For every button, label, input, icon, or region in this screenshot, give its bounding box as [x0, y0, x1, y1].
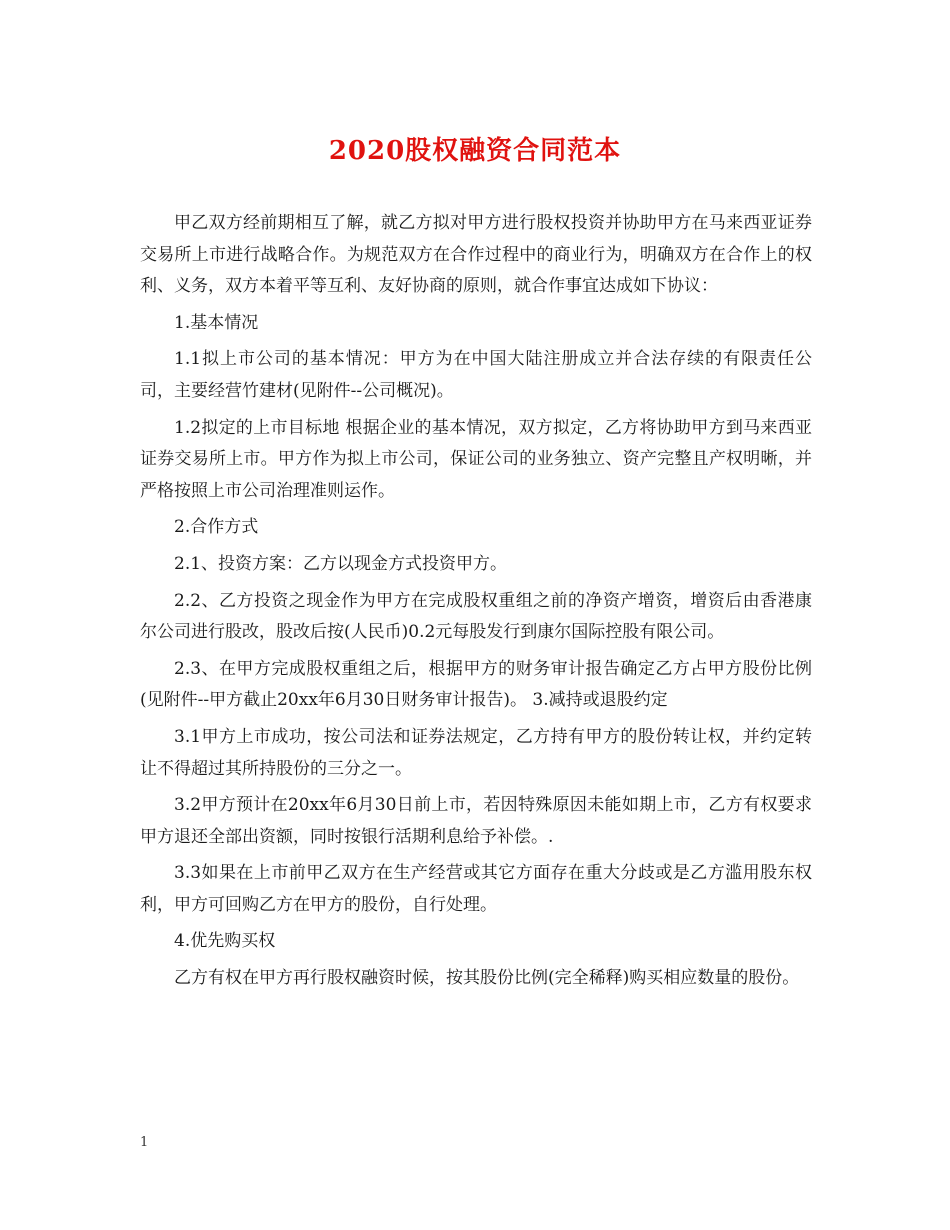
- paragraph-3-3: 3.3如果在上市前甲乙双方在生产经营或其它方面存在重大分歧或是乙方滥用股东权利，甲方可回购乙方在甲方的股份，自行处理。: [140, 863, 812, 915]
- section-heading-4: 4.优先购买权: [174, 931, 276, 952]
- paragraph-1-2: 1.2拟定的上市目标地 根据企业的基本情况，双方拟定，乙方将协助甲方到马来西亚证券交易所上市。甲方作为拟上市公司，保证公司的业务独立、资产完整且产权明晰，并严格按照上市公司治理准则运作。: [140, 417, 812, 501]
- page-number: 1: [140, 1135, 149, 1150]
- paragraph-2-2: 2.2、乙方投资之现金作为甲方在完成股权重组之前的净资产增资，增资后由香港康尔公司进行股改，股改后按(人民币)0.2元每股发行到康尔国际控股有限公司。: [140, 590, 812, 643]
- section-heading-2: 2.合作方式: [174, 517, 259, 538]
- paragraph-3-2: 3.2甲方预计在20xx年6月30日前上市，若因特殊原因未能如期上市，乙方有权要求甲方退还全部出资额，同时按银行活期利息给予补偿。.: [140, 795, 812, 847]
- paragraph-3-1: 3.1甲方上市成功，按公司法和证券法规定，乙方持有甲方的股份转让权，并约定转让不得超过其所持股份的三分之一。: [140, 726, 812, 779]
- paragraph-2-3: 2.3、在甲方完成股权重组之后，根据甲方的财务审计报告确定乙方占甲方股份比例(见附件--甲方截止20xx年6月30日财务审计报告)。 3.减持或退股约定: [140, 658, 812, 711]
- paragraph-intro: 甲乙双方经前期相互了解，就乙方拟对甲方进行股权投资并协助甲方在马来西亚证券交易所上市进行战略合作。为规范双方在合作过程中的商业行为，明确双方在合作上的权利、义务，双方本着平等互利、友好协商的原则，就合作事宜达成如下协议：: [140, 213, 812, 297]
- document-body: [140, 208, 812, 1000]
- paragraph-2-1: 2.1、投资方案：乙方以现金方式投资甲方。: [174, 553, 508, 574]
- document-title: 2020股权融资合同范本: [328, 136, 622, 166]
- section-heading-1: 1.基本情况: [174, 312, 259, 333]
- paragraph-4: 乙方有权在甲方再行股权融资时候，按其股份比例(完全稀释)购买相应数量的股份。: [174, 968, 800, 989]
- paragraph-1-1: 1.1拟上市公司的基本情况：甲方为在中国大陆注册成立并合法存续的有限责任公司，主要经营竹建材(见附件--公司概况)。: [140, 349, 812, 401]
